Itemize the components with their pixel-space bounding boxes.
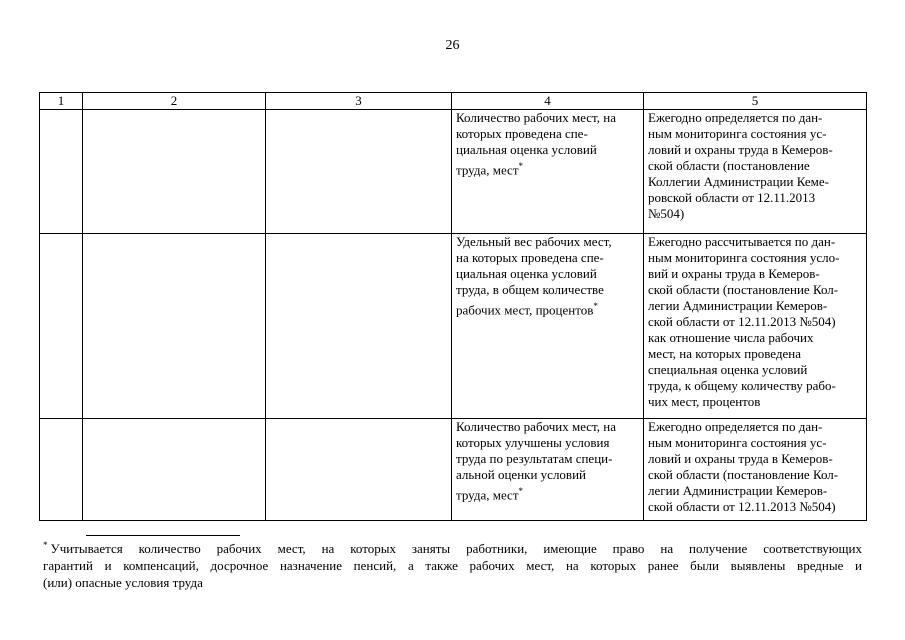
footnote-line-2: гарантий и компенсаций, досрочное назначение пенсий, а также рабочих мест, на которых ранее были выявлены вредные и — [43, 558, 862, 573]
header-col-5: 5 — [644, 93, 867, 110]
source-cell — [644, 419, 867, 521]
indicator-text: Количество рабочих мест, на которых проведена спе- циальная оценка условий труда, мест* — [456, 110, 616, 178]
table-row — [40, 110, 867, 234]
cell-col-1 — [40, 234, 83, 419]
monitoring-table — [39, 92, 867, 521]
table-row — [40, 234, 867, 419]
footnote-text-1: Учитывается количество рабочих мест, на которых заняты работники, имеющие право на получение соответствующих — [50, 541, 862, 556]
indicator-cell — [452, 234, 644, 419]
footnote-line-3: (или) опасные условия труда — [43, 575, 203, 590]
cell-col-3 — [266, 110, 452, 234]
header-col-2: 2 — [83, 93, 266, 110]
cell-col-2 — [83, 234, 266, 419]
source-cell — [644, 234, 867, 419]
footnote-marker: * — [43, 540, 48, 550]
source-text: Ежегодно определяется по дан- ным мониторинга состояния ус- ловий и охраны труда в Кемеров- ской области (постановление Коллегии Администрации Кеме- ровской области от 12.11.2013 №504) — [648, 110, 833, 221]
table-row — [40, 419, 867, 521]
cell-col-2 — [83, 110, 266, 234]
cell-col-2 — [83, 419, 266, 521]
cell-col-1 — [40, 419, 83, 521]
header-col-1: 1 — [40, 93, 83, 110]
indicator-cell — [452, 419, 644, 521]
page-number: 26 — [445, 38, 460, 53]
footnote-divider — [86, 535, 240, 536]
header-col-3: 3 — [266, 93, 452, 110]
footnote-ref-marker: * — [518, 486, 524, 496]
cell-col-3 — [266, 234, 452, 419]
indicator-text: Удельный вес рабочих мест, на которых проведена спе- циальная оценка условий труда, в общем количестве рабочих мест, процентов* — [456, 234, 612, 318]
table-header-row — [40, 93, 867, 110]
source-text: Ежегодно рассчитывается по дан- ным мониторинга состояния усло- вий и охраны труда в Кемеров- ской области (постановление Кол- легии Администрации Кемеров- ской области от 12.11.2013 №504) как отношение числа рабочих мест, на которых проведена специальная оценка условий труда, к общему количеству рабо- чих мест, процентов — [648, 234, 840, 409]
indicator-cell — [452, 110, 644, 234]
header-col-4: 4 — [452, 93, 644, 110]
source-text: Ежегодно определяется по дан- ным мониторинга состояния ус- ловий и охраны труда в Кемеров- ской области (постановление Кол- легии Администрации Кемеров- ской области от 12.11.2013 №504) — [648, 419, 839, 514]
source-cell — [644, 110, 867, 234]
footnote-ref-marker: * — [593, 301, 598, 311]
indicator-text: Количество рабочих мест, на которых улучшены условия труда по результатам специ- альной оценки условий труда, мест* — [456, 419, 616, 503]
footnote — [43, 540, 862, 591]
cell-col-1 — [40, 110, 83, 234]
footnote-ref-marker: * — [518, 161, 524, 171]
footnote-line-1 — [43, 540, 862, 557]
cell-col-3 — [266, 419, 452, 521]
